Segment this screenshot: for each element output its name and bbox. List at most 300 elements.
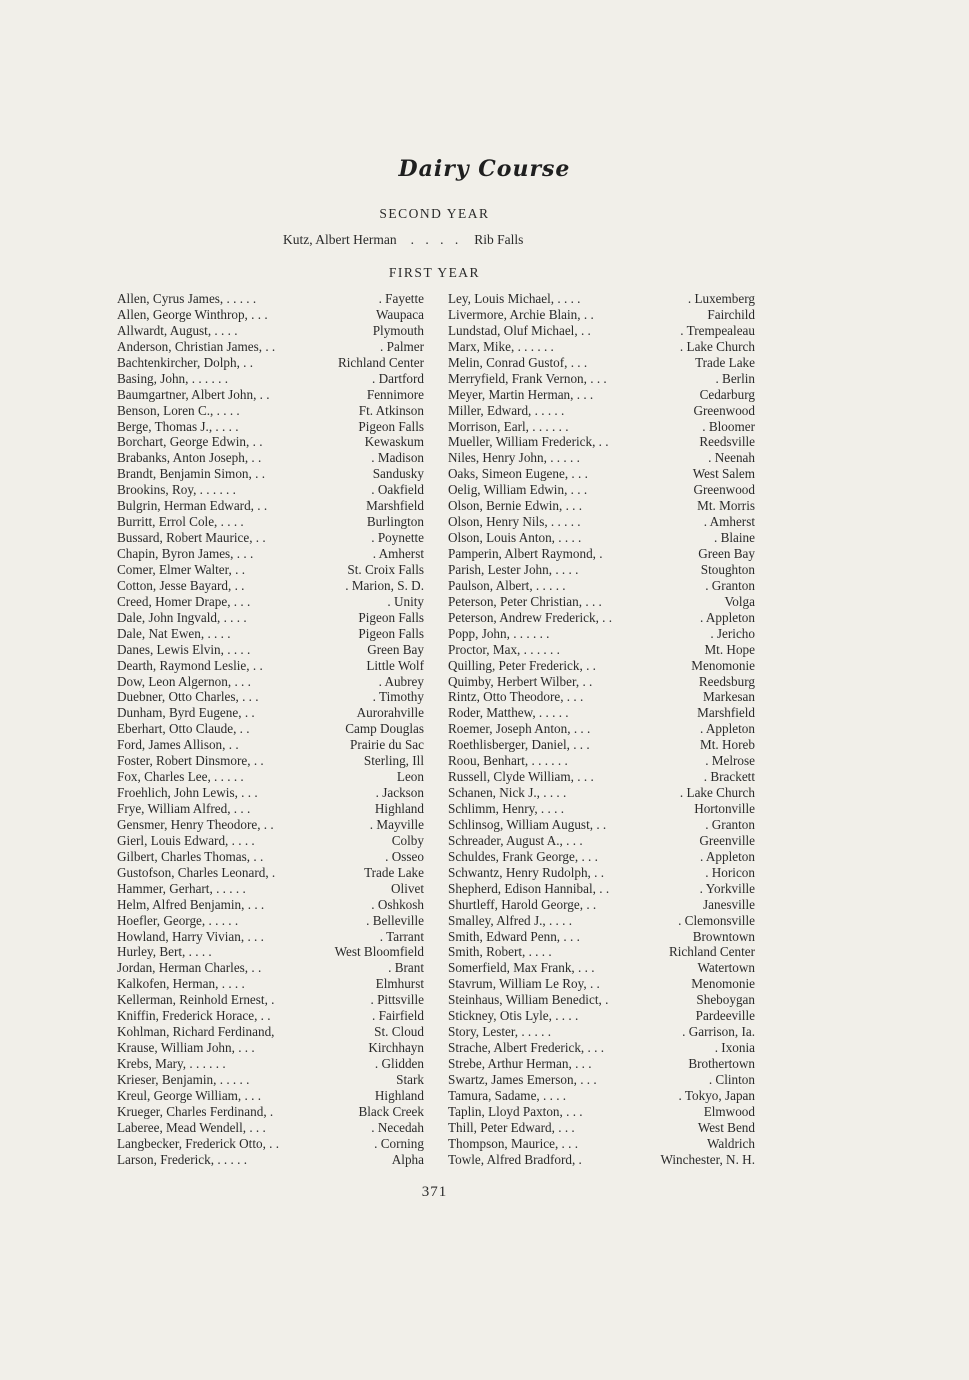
student-name: Miller, Edward, . . . . .	[448, 402, 565, 418]
student-name: Howland, Harry Vivian, . . .	[117, 928, 264, 944]
student-name: Bulgrin, Herman Edward, . .	[117, 498, 268, 514]
student-name: Duebner, Otto Charles, . . .	[117, 689, 259, 705]
student-hometown: . Palmer	[380, 338, 424, 354]
student-name: Popp, John, . . . . . .	[448, 625, 550, 641]
student-name: Ford, James Allison, . .	[117, 737, 239, 753]
student-name: Quimby, Herbert Wilber, . .	[448, 673, 593, 689]
student-name: Krueger, Charles Ferdinand, .	[117, 1103, 274, 1119]
student-name: Roethlisberger, Daniel, . . .	[448, 737, 590, 753]
student-row	[448, 992, 755, 1008]
student-hometown: Pigeon Falls	[358, 418, 424, 434]
student-row	[448, 785, 755, 801]
student-hometown: Burlington	[366, 514, 424, 530]
student-name: Strebe, Arthur Herman, . . .	[448, 1056, 592, 1071]
student-name: Roder, Matthew, . . . . .	[448, 705, 569, 721]
student-name: Russell, Clyde William, . . .	[448, 769, 594, 785]
student-name: Creed, Homer Drape, . . .	[117, 593, 251, 609]
student-name: Ley, Louis Michael, . . . .	[448, 291, 581, 306]
student-row	[117, 976, 424, 992]
student-row	[448, 498, 755, 514]
student-hometown: Olivet	[391, 880, 424, 896]
student-name: Eberhart, Otto Claude, . .	[117, 721, 250, 737]
student-hometown: West Bloomfield	[334, 944, 424, 960]
student-row	[448, 817, 755, 833]
student-row	[117, 753, 424, 769]
student-hometown: Ft. Atkinson	[358, 402, 424, 418]
student-hometown: . Tarrant	[379, 928, 424, 944]
student-hometown: . Oshkosh	[371, 896, 424, 912]
student-hometown: Sandusky	[372, 466, 424, 482]
student-row	[448, 371, 755, 387]
student-row	[117, 658, 424, 674]
student-hometown: . Melrose	[705, 753, 755, 769]
student-name: Kniffin, Frederick Horace, . .	[117, 1008, 271, 1024]
student-hometown: Waupaca	[376, 306, 424, 322]
student-hometown: Volga	[724, 593, 755, 609]
student-row	[448, 419, 755, 435]
student-row	[448, 897, 755, 913]
student-row	[448, 833, 755, 849]
student-name: Kreul, George William, . . .	[117, 1087, 262, 1103]
student-name: Smalley, Alfred J., . . . .	[448, 912, 573, 928]
student-row	[117, 992, 424, 1008]
student-name: Kellerman, Reinhold Ernest, .	[117, 992, 275, 1008]
student-row	[117, 944, 424, 960]
student-hometown: Pardeeville	[695, 1008, 755, 1024]
student-name: Larson, Frederick, . . . . .	[117, 1151, 248, 1167]
student-row	[117, 865, 424, 881]
student-name: Swartz, James Emerson, . . .	[448, 1071, 597, 1087]
student-name: Bachtenkircher, Dolph, . .	[117, 354, 254, 370]
student-row	[448, 546, 755, 562]
student-hometown: Plymouth	[372, 322, 424, 338]
student-hometown: Richland Center	[668, 944, 755, 960]
student-name: Hoefler, George, . . . . .	[117, 912, 239, 928]
student-name: Schreader, August A., . . .	[448, 832, 583, 848]
student-hometown: Prairie du Sac	[350, 737, 424, 753]
student-name: Tamura, Sadame, . . . .	[448, 1087, 567, 1103]
student-name: Allen, Cyrus James, . . . . .	[117, 291, 257, 306]
student-hometown: . Fairfield	[371, 1008, 424, 1024]
student-row	[448, 578, 755, 594]
student-row	[117, 689, 424, 705]
student-name: Gilbert, Charles Thomas, . .	[117, 848, 264, 864]
student-hometown: . Timothy	[372, 689, 424, 705]
student-hometown: St. Croix Falls	[347, 561, 424, 577]
student-row	[448, 881, 755, 897]
student-hometown: Kirchhayn	[368, 1040, 424, 1056]
student-hometown: Reedsville	[699, 434, 755, 450]
student-name: Roou, Benhart, . . . . . .	[448, 753, 568, 769]
student-row	[117, 1008, 424, 1024]
student-hometown: Mt. Horeb	[700, 737, 755, 753]
student-name: Stickney, Otis Lyle, . . . .	[448, 1008, 579, 1024]
student-hometown: Highland	[374, 1087, 424, 1103]
student-hometown: Aurorahville	[356, 705, 424, 721]
student-row	[117, 434, 424, 450]
student-row	[448, 944, 755, 960]
student-row	[117, 610, 424, 626]
student-hometown: Waldrich	[706, 1135, 755, 1151]
student-hometown: West Bend	[697, 1119, 755, 1135]
student-row	[117, 929, 424, 945]
student-row	[448, 705, 755, 721]
student-row	[117, 1088, 424, 1104]
student-row	[448, 913, 755, 929]
student-hometown: Green Bay	[698, 546, 755, 561]
student-hometown: . Unity	[387, 593, 424, 609]
student-row	[117, 801, 424, 817]
student-hometown: Greenville	[699, 832, 755, 848]
student-row	[117, 594, 424, 610]
student-hometown: . Tokyo, Japan	[678, 1087, 755, 1103]
student-row	[448, 610, 755, 626]
student-name: Gierl, Louis Edward, . . . .	[117, 832, 255, 848]
student-row	[448, 1024, 755, 1040]
student-hometown: Greenwood	[693, 402, 755, 418]
student-name: Mueller, William Frederick, . .	[448, 434, 609, 450]
student-hometown: . Blaine	[713, 530, 755, 546]
student-hometown: Brothertown	[688, 1056, 755, 1071]
student-hometown: Janesville	[702, 896, 755, 912]
student-row	[117, 1152, 424, 1168]
student-row	[117, 419, 424, 435]
student-name: Hurley, Bert, . . . .	[117, 944, 212, 960]
student-row	[117, 833, 424, 849]
student-row	[117, 530, 424, 546]
student-name: Thompson, Maurice, . . .	[448, 1135, 579, 1151]
student-hometown: . Horicon	[705, 864, 755, 880]
student-hometown: Mt. Morris	[697, 498, 755, 514]
student-name: Stavrum, William Le Roy, . .	[448, 976, 600, 992]
student-hometown: Trade Lake	[695, 354, 755, 370]
student-row	[448, 689, 755, 705]
student-hometown: St. Cloud	[374, 1024, 424, 1040]
student-row	[448, 434, 755, 450]
student-hometown: . Oakfield	[371, 482, 424, 498]
student-hometown: . Mayville	[369, 816, 424, 832]
student-hometown: Marshfield	[366, 498, 424, 514]
student-hometown: . Garrison, Ia.	[682, 1024, 755, 1040]
student-name: Hammer, Gerhart, . . . . .	[117, 880, 246, 896]
student-hometown: Hortonville	[694, 801, 755, 816]
student-row	[117, 1136, 424, 1152]
student-row	[448, 1136, 755, 1152]
student-name: Chapin, Byron James, . . .	[117, 546, 254, 561]
student-name: Shepherd, Edison Hannibal, . .	[448, 880, 610, 896]
student-row	[448, 1040, 755, 1056]
student-name: Foster, Robert Dinsmore, . .	[117, 753, 264, 769]
student-name: Morrison, Earl, . . . . . .	[448, 418, 569, 434]
student-row	[117, 307, 424, 323]
student-name: Quilling, Peter Frederick, . .	[448, 657, 596, 673]
student-row	[448, 929, 755, 945]
student-name: Niles, Henry John, . . . . .	[448, 450, 580, 466]
student-name: Schwantz, Henry Rudolph, . .	[448, 864, 605, 880]
student-name: Baumgartner, Albert John, . .	[117, 386, 270, 402]
student-hometown: Little Wolf	[366, 657, 424, 673]
student-hometown: . Yorkville	[699, 880, 755, 896]
student-hometown: Browntown	[692, 928, 755, 944]
student-row	[117, 1072, 424, 1088]
student-name: Helm, Alfred Benjamin, . . .	[117, 896, 265, 912]
student-hometown: Menomonie	[691, 657, 755, 673]
student-hometown: Sterling, Ill	[363, 753, 424, 769]
student-hometown: Menomonie	[691, 976, 755, 992]
student-name: Taplin, Lloyd Paxton, . . .	[448, 1103, 583, 1119]
student-row	[448, 1120, 755, 1136]
student-name: Comer, Elmer Walter, . .	[117, 561, 246, 577]
student-name: Proctor, Max, . . . . . .	[448, 641, 560, 657]
student-row	[448, 482, 755, 498]
student-row	[448, 355, 755, 371]
student-hometown: . Madison	[371, 450, 424, 466]
student-row	[117, 498, 424, 514]
student-name: Allen, George Winthrop, . . .	[117, 306, 268, 322]
student-row	[117, 562, 424, 578]
student-hometown: Reedsburg	[698, 673, 755, 689]
student-row	[117, 705, 424, 721]
student-name: Dearth, Raymond Leslie, . .	[117, 657, 263, 673]
student-hometown: Marshfield	[697, 705, 755, 721]
student-row	[117, 737, 424, 753]
student-name: Borchart, George Edwin, . .	[117, 434, 263, 450]
student-name: Marx, Mike, . . . . . .	[448, 338, 554, 354]
first-year-left-column	[117, 291, 424, 1168]
student-hometown: . Clinton	[708, 1071, 755, 1087]
student-hometown: Watertown	[697, 960, 755, 976]
student-name: Kohlman, Richard Ferdinand,	[117, 1024, 275, 1040]
student-hometown: Stark	[396, 1071, 424, 1087]
student-hometown: . Belleville	[366, 912, 424, 928]
student-hometown: . Necedah	[371, 1119, 424, 1135]
student-hometown: . Luxemberg	[687, 291, 755, 306]
student-name: Olson, Henry Nils, . . . . .	[448, 514, 581, 530]
student-row	[117, 291, 424, 307]
student-row	[117, 897, 424, 913]
student-row	[448, 976, 755, 992]
student-hometown: . Amherst	[372, 546, 424, 561]
student-hometown: . Poynette	[371, 530, 424, 546]
student-name: Fox, Charles Lee, . . . . .	[117, 769, 244, 785]
student-name: Peterson, Peter Christian, . . .	[448, 593, 602, 609]
student-row	[448, 562, 755, 578]
student-name: Dow, Leon Algernon, . . .	[117, 673, 251, 689]
student-hometown: Alpha	[391, 1151, 424, 1167]
student-row	[448, 1152, 755, 1168]
student-row	[117, 482, 424, 498]
student-hometown: Markesan	[703, 689, 755, 705]
student-row	[117, 721, 424, 737]
student-name: Melin, Conrad Gustof, . . .	[448, 354, 588, 370]
student-hometown: . Trempealeau	[680, 322, 755, 338]
student-name: Frye, William Alfred, . . .	[117, 801, 251, 816]
student-hometown: West Salem	[692, 466, 755, 482]
student-row	[448, 450, 755, 466]
first-year-right-column	[448, 291, 755, 1168]
student-row	[117, 960, 424, 976]
student-row	[117, 403, 424, 419]
student-hometown: Elmhurst	[375, 976, 424, 992]
student-name: Dunham, Byrd Eugene, . .	[117, 705, 255, 721]
student-row	[448, 1056, 755, 1072]
first-year-heading: FIRST YEAR	[388, 265, 481, 280]
student-row	[117, 626, 424, 642]
student-row	[448, 291, 755, 307]
student-row	[448, 626, 755, 642]
student-row	[117, 1040, 424, 1056]
student-name: Somerfield, Max Frank, . . .	[448, 960, 595, 976]
student-hometown: . Brackett	[703, 769, 755, 785]
student-hometown: Fennimore	[366, 386, 424, 402]
student-row	[117, 913, 424, 929]
student-row	[448, 721, 755, 737]
student-name: Gustofson, Charles Leonard, .	[117, 864, 276, 880]
student-hometown: . Ixonia	[714, 1040, 755, 1056]
student-name: Livermore, Archie Blain, . .	[448, 306, 594, 322]
student-hometown: . Glidden	[374, 1056, 424, 1071]
student-hometown: . Fayette	[378, 291, 424, 306]
student-hometown: . Appleton	[700, 721, 755, 737]
student-name: Steinhaus, William Benedict, .	[448, 992, 609, 1008]
student-hometown: . Granton	[705, 816, 755, 832]
student-name: Brandt, Benjamin Simon, . .	[117, 466, 265, 482]
student-name: Rintz, Otto Theodore, . . .	[448, 689, 584, 705]
student-row	[117, 371, 424, 387]
student-name: Towle, Alfred Bradford, .	[448, 1151, 582, 1167]
student-name: Schlinsog, William August, . .	[448, 816, 607, 832]
student-name: Olson, Louis Anton, . . . .	[448, 530, 582, 546]
student-name: Krause, William John, . . .	[117, 1040, 255, 1056]
student-hometown: . Berlin	[715, 370, 755, 386]
student-row	[448, 674, 755, 690]
student-hometown: . Aubrey	[378, 673, 424, 689]
student-hometown: . Brant	[388, 960, 424, 976]
page-number: 371	[421, 1184, 448, 1200]
student-name: Oaks, Simeon Eugene, . . .	[448, 466, 588, 482]
second-year-entry	[283, 232, 523, 248]
student-name: Allwardt, August, . . . .	[117, 322, 238, 338]
student-name: Meyer, Martin Herman, . . .	[448, 386, 594, 402]
student-name: Paulson, Albert, . . . . .	[448, 577, 566, 593]
student-hometown: . Jackson	[375, 785, 424, 801]
student-row	[117, 817, 424, 833]
student-row	[448, 753, 755, 769]
student-row	[448, 1008, 755, 1024]
leader-dots: . . . .	[410, 232, 463, 247]
student-name: Smith, Edward Penn, . . .	[448, 928, 580, 944]
student-hometown: Fairchild	[707, 306, 755, 322]
student-name: Peterson, Andrew Frederick, . .	[448, 609, 613, 625]
student-name: Burritt, Errol Cole, . . . .	[117, 514, 244, 530]
student-name: Anderson, Christian James, . .	[117, 338, 276, 354]
student-name: Dale, Nat Ewen, . . . .	[117, 625, 231, 641]
student-row	[448, 1072, 755, 1088]
student-row	[448, 307, 755, 323]
student-hometown: Black Creek	[358, 1103, 424, 1119]
student-row	[448, 387, 755, 403]
student-hometown: . Jericho	[710, 625, 755, 641]
student-hometown: . Marion, S. D.	[345, 577, 424, 593]
student-row	[448, 1104, 755, 1120]
student-hometown: Mt. Hope	[704, 641, 755, 657]
student-name: Jordan, Herman Charles, . .	[117, 960, 262, 976]
student-hometown: . Clemonsville	[678, 912, 755, 928]
student-hometown: Stoughton	[700, 561, 755, 577]
student-row	[448, 514, 755, 530]
student-name: Basing, John, . . . . . .	[117, 370, 228, 386]
student-row	[117, 785, 424, 801]
student-hometown: . Lake Church	[679, 785, 755, 801]
student-hometown: Trade Lake	[364, 864, 424, 880]
student-hometown: . Appleton	[700, 609, 755, 625]
second-year-heading: SECOND YEAR	[379, 206, 490, 221]
student-hometown: . Corning	[374, 1135, 424, 1151]
student-row	[448, 769, 755, 785]
student-hometown: Highland	[374, 801, 424, 816]
student-name: Schanen, Nick J., . . . .	[448, 785, 567, 801]
student-row	[448, 594, 755, 610]
student-hometown: Greenwood	[693, 482, 755, 498]
student-name: Benson, Loren C., . . . .	[117, 402, 240, 418]
student-hometown: Green Bay	[367, 641, 424, 657]
student-hometown: Pigeon Falls	[358, 609, 424, 625]
student-name: Pamperin, Albert Raymond, .	[448, 546, 603, 561]
student-name: Kalkofen, Herman, . . . .	[117, 976, 245, 992]
student-name: Roemer, Joseph Anton, . . .	[448, 721, 591, 737]
student-name: Froehlich, John Lewis, . . .	[117, 785, 258, 801]
student-name: Schlimm, Henry, . . . .	[448, 801, 564, 816]
student-row	[117, 339, 424, 355]
student-name: Olson, Bernie Edwin, . . .	[448, 498, 583, 514]
student-row	[448, 323, 755, 339]
student-row	[117, 1024, 424, 1040]
student-hometown: Elmwood	[703, 1103, 755, 1119]
student-name: Krieser, Benjamin, . . . . .	[117, 1071, 250, 1087]
student-name: Lundstad, Oluf Michael, . .	[448, 322, 591, 338]
student-hometown: . Neenah	[708, 450, 755, 466]
student-hometown: Leon	[396, 769, 424, 785]
student-name: Shurtleff, Harold George, . .	[448, 896, 597, 912]
student-hometown: . Granton	[705, 577, 755, 593]
student-row	[117, 642, 424, 658]
student-name: Laberee, Mead Wendell, . . .	[117, 1119, 266, 1135]
page-title: Dairy Course	[398, 156, 571, 182]
student-name: Dale, John Ingvald, . . . .	[117, 609, 247, 625]
student-name: Thill, Peter Edward, . . .	[448, 1119, 575, 1135]
student-row	[117, 450, 424, 466]
student-name: Brabanks, Anton Joseph, . .	[117, 450, 262, 466]
student-name: Smith, Robert, . . . .	[448, 944, 552, 960]
student-row	[117, 578, 424, 594]
student-row	[448, 801, 755, 817]
student-hometown: . Dartford	[372, 370, 424, 386]
student-hometown: Colby	[391, 832, 424, 848]
student-name: Krebs, Mary, . . . . . .	[117, 1056, 226, 1071]
student-name: Merryfield, Frank Vernon, . . .	[448, 370, 607, 386]
student-name: Langbecker, Frederick Otto, . .	[117, 1135, 280, 1151]
student-name: Strache, Albert Frederick, . . .	[448, 1040, 605, 1056]
student-row	[117, 355, 424, 371]
student-hometown: Cedarburg	[699, 386, 755, 402]
student-hometown: . Appleton	[700, 848, 755, 864]
student-row	[448, 865, 755, 881]
student-row	[448, 466, 755, 482]
student-hometown: . Pittsville	[370, 992, 424, 1008]
student-hometown: . Amherst	[703, 514, 755, 530]
student-row	[117, 674, 424, 690]
student-row	[117, 849, 424, 865]
